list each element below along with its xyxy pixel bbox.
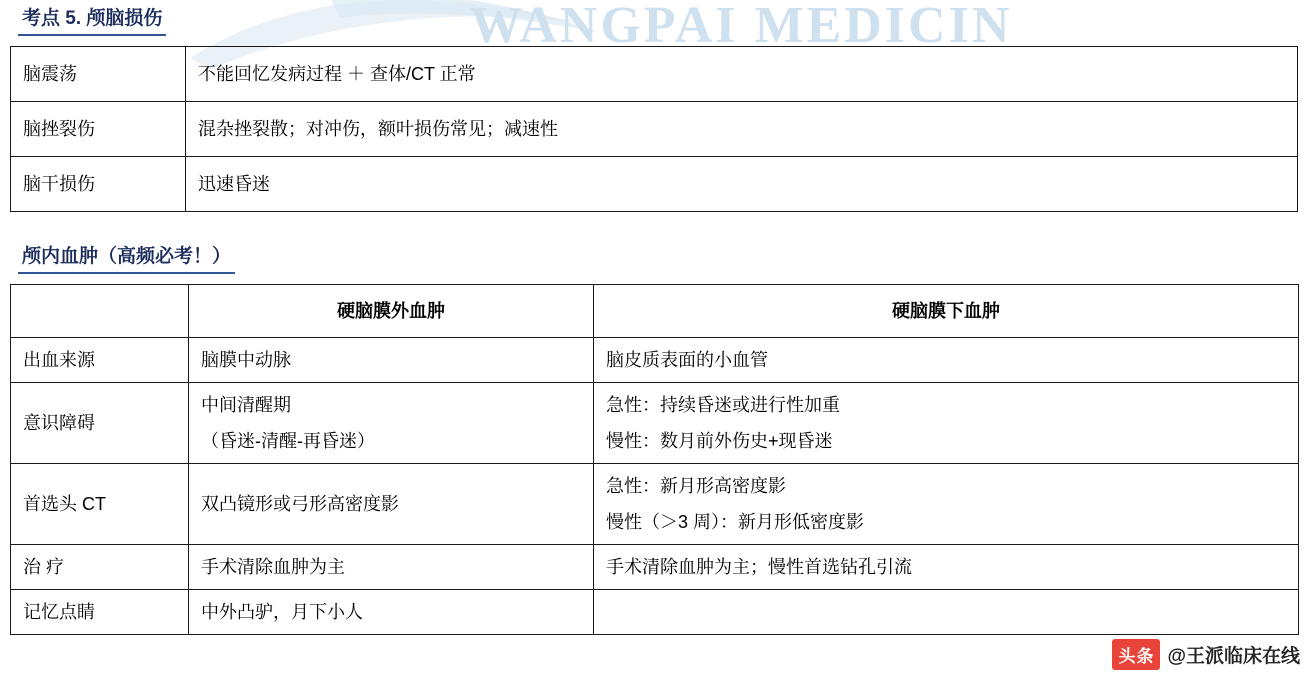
row-label: 脑挫裂伤 — [11, 101, 186, 156]
row-label: 首选头 CT — [11, 463, 189, 544]
row-label: 出血来源 — [11, 337, 189, 382]
table-intracranial-hematoma — [10, 284, 1299, 636]
cell-subdural — [594, 382, 1299, 463]
cell-line: 脑皮质表面的小血管 — [606, 349, 768, 370]
section-1-heading: 考点 5. 颅脑损伤 — [18, 8, 166, 36]
row-label: 脑干损伤 — [11, 156, 186, 211]
table-brain-injury — [10, 46, 1298, 212]
row-label: 记忆点睛 — [11, 590, 189, 635]
cell-line: 双凸镜形或弓形高密度影 — [201, 493, 399, 514]
cell-line: 慢性：数月前外伤史+现昏迷 — [606, 430, 833, 451]
table-header-row — [11, 284, 1299, 337]
cell-subdural — [594, 545, 1299, 590]
cell-epidural — [189, 463, 594, 544]
column-header-corner — [11, 284, 189, 337]
cell-epidural — [189, 382, 594, 463]
cell-subdural — [594, 337, 1299, 382]
table-row — [11, 545, 1299, 590]
document-page — [0, 8, 1314, 635]
platform-label: 头条 — [1112, 639, 1160, 670]
cell-line: 急性：持续昏迷或进行性加重 — [606, 394, 840, 415]
row-content: 迅速昏迷 — [186, 156, 1298, 211]
cell-line: 手术清除血肿为主 — [201, 557, 345, 578]
column-header-epidural: 硬脑膜外血肿 — [189, 284, 594, 337]
cell-line: 慢性（＞3 周）：新月形低密度影 — [606, 511, 865, 532]
cell-line: （昏迷-清醒-再昏迷） — [201, 430, 375, 451]
cell-line: 手术清除血肿为主；慢性首选钻孔引流 — [606, 557, 912, 578]
table-row — [11, 101, 1298, 156]
cell-line: 脑膜中动脉 — [201, 349, 291, 370]
row-label: 脑震荡 — [11, 46, 186, 101]
cell-epidural — [189, 590, 594, 635]
row-content: 不能回忆发病过程 ＋ 查体/CT 正常 — [186, 46, 1298, 101]
cell-line: 中间清醒期 — [201, 394, 291, 415]
section-1-heading-wrap — [18, 8, 1304, 36]
table-row — [11, 46, 1298, 101]
cell-subdural — [594, 463, 1299, 544]
row-label: 治 疗 — [11, 545, 189, 590]
cell-line: 急性：新月形高密度影 — [606, 475, 786, 496]
column-header-subdural: 硬脑膜下血肿 — [594, 284, 1299, 337]
row-label: 意识障碍 — [11, 382, 189, 463]
section-2-heading: 颅内血肿（高频必考！） — [18, 246, 235, 274]
table-row — [11, 590, 1299, 635]
watermark-text: WANGPAI MEDICIN — [470, 0, 1013, 54]
cell-epidural — [189, 337, 594, 382]
cell-line: 中外凸驴，月下小人 — [201, 602, 363, 623]
cell-epidural — [189, 545, 594, 590]
cell-subdural — [594, 590, 1299, 635]
account-name: @王派临床在线 — [1167, 646, 1300, 667]
table-row — [11, 463, 1299, 544]
table-row — [11, 382, 1299, 463]
table-row — [11, 156, 1298, 211]
row-content: 混杂挫裂散；对冲伤，额叶损伤常见；减速性 — [186, 101, 1298, 156]
table-row — [11, 337, 1299, 382]
toutiao-badge — [1112, 639, 1300, 670]
section-2-heading-wrap — [18, 246, 1304, 274]
